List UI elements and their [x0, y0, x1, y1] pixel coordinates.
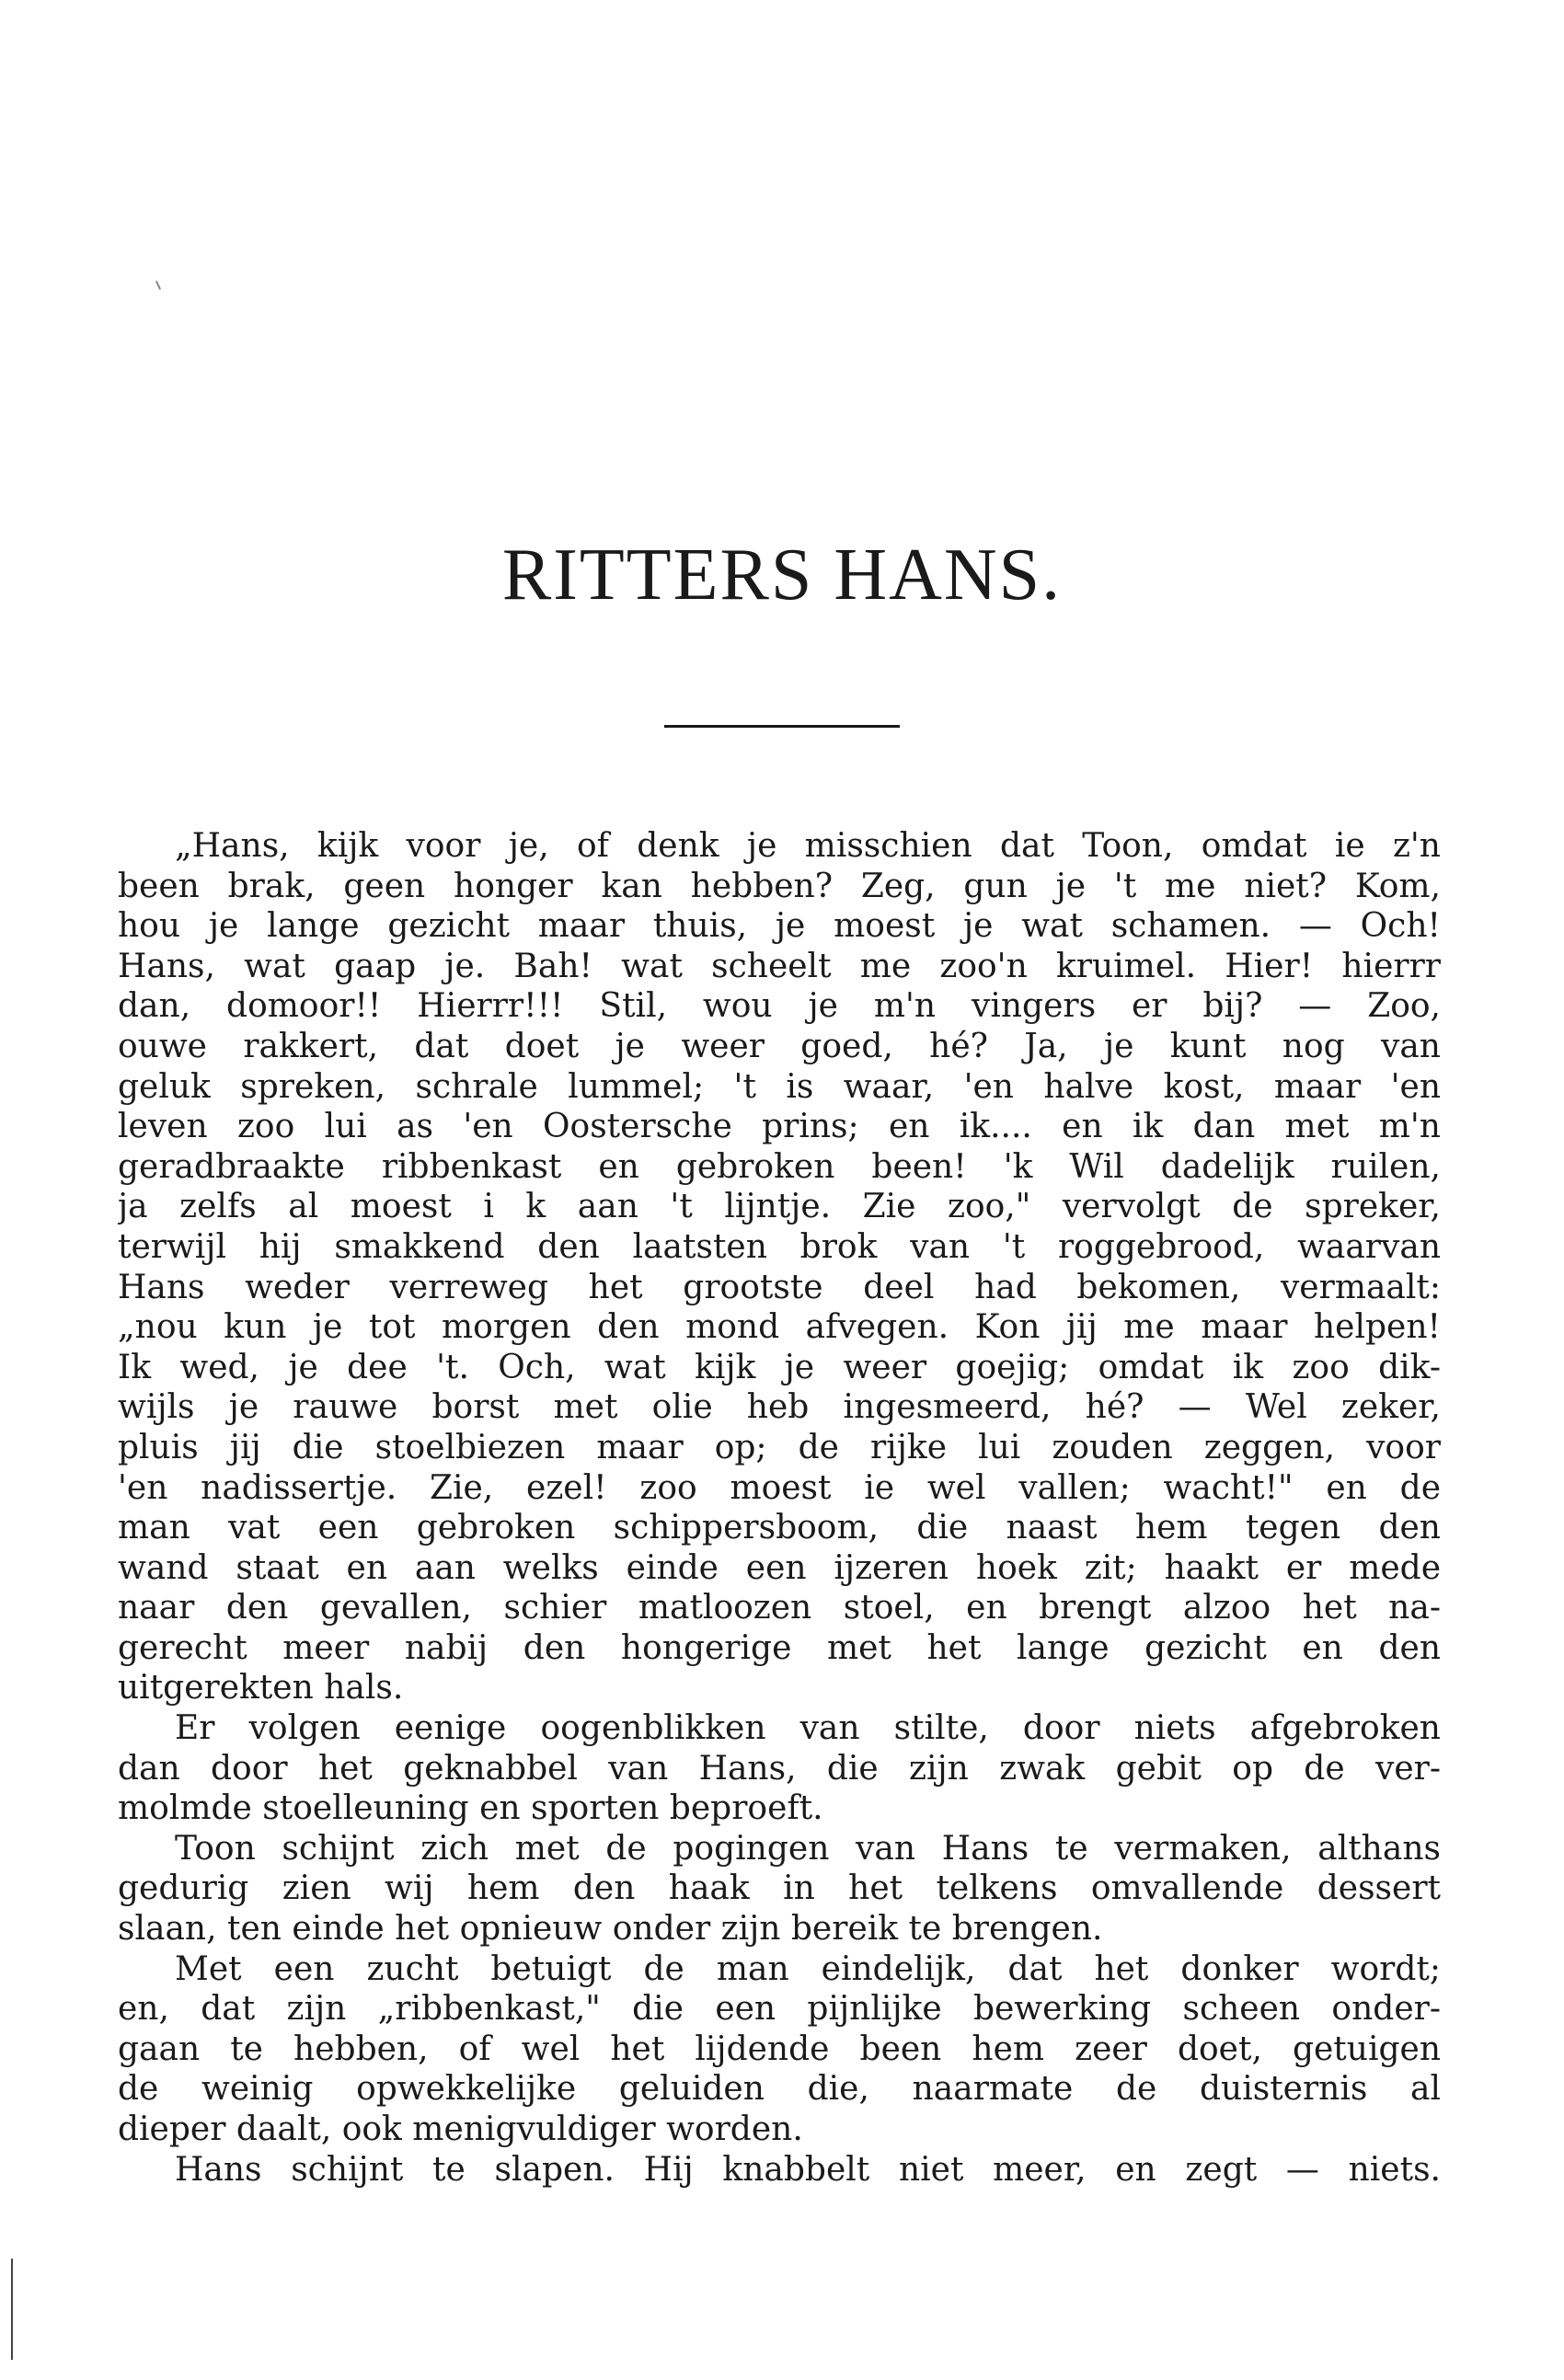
text-line: 'en nadissertje. Zie, ezel! zoo moest ie wel vallen; wacht!" en de [118, 1468, 1441, 1507]
text-line: Er volgen eenige oogenblikken van stilte, door niets afgebroken [175, 1709, 1441, 1748]
text-line: wijls je rauwe borst met olie heb ingesmeerd, hé? — Wel zeker, [118, 1388, 1441, 1427]
text-line: „nou kun je tot morgen den mond afvegen. Kon jij me maar helpen! [118, 1308, 1441, 1347]
text-line: man vat een gebroken schippersboom, die naast hem tegen den [118, 1509, 1441, 1547]
text-line: ja zelfs al moest i k aan 't lijntje. Zie zoo," vervolgt de spreker, [118, 1188, 1441, 1226]
text-line: dieper daalt, ook menigvuldiger worden. [118, 2110, 803, 2148]
text-line: ouwe rakkert, dat doet je weer goed, hé? Ja, je kunt nog van [118, 1027, 1441, 1065]
text-line: Ik wed, je dee 't. Och, wat kijk je weer goejig; omdat ik zoo dik- [118, 1348, 1441, 1386]
body-text [118, 826, 1441, 2190]
text-line: dan door het geknabbel van Hans, die zijn zwak gebit op de ver- [118, 1749, 1441, 1788]
text-line: en, dat zijn „ribbenkast," die een pijnlijke bewerking scheen onder- [118, 1990, 1441, 2029]
text-line: leven zoo lui as 'en Oostersche prins; en ik.... en ik dan met m'n [118, 1108, 1441, 1146]
text-line: Hans weder verreweg het grootste deel had bekomen, vermaalt: [118, 1268, 1441, 1306]
text-line: terwijl hij smakkend den laatsten brok van 't roggebrood, waarvan [118, 1227, 1441, 1266]
text-line: geradbraakte ribbenkast en gebroken been! 'k Wil dadelijk ruilen, [118, 1147, 1441, 1186]
chapter-title: RITTERS HANS. [501, 535, 1063, 615]
text-line: dan, domoor!! Hierrr!!! Stil, wou je m'n vingers er bij? — Zoo, [118, 987, 1441, 1026]
text-line: hou je lange gezicht maar thuis, je moest je wat schamen. — Och! [118, 907, 1441, 946]
text-line: slaan, ten einde het opnieuw onder zijn bereik te brengen. [118, 1910, 1103, 1949]
title-rule [664, 725, 900, 728]
text-line: uitgerekten hals. [118, 1669, 404, 1707]
stray-print-mark [155, 281, 161, 290]
page-edge-mark [11, 2259, 13, 2360]
text-line: molmde stoelleuning en sporten beproeft. [118, 1789, 823, 1828]
text-line: Hans schijnt te slapen. Hij knabbelt niet meer, en zegt — niets. [175, 2150, 1441, 2189]
text-line: gerecht meer nabij den hongerige met het lange gezicht en den [118, 1628, 1441, 1667]
text-line: geluk spreken, schrale lummel; 't is waar, 'en halve kost, maar 'en [118, 1067, 1441, 1106]
text-line: de weinig opwekkelijke geluiden die, naarmate de duisternis al [118, 2070, 1441, 2109]
text-line: gedurig zien wij hem den haak in het telkens omvallende dessert [118, 1869, 1441, 1908]
text-line: naar den gevallen, schier matloozen stoel, en brengt alzoo het na- [118, 1589, 1441, 1627]
text-line: Toon schijnt zich met de pogingen van Hans te vermaken, althans [175, 1829, 1441, 1868]
text-line: been brak, geen honger kan hebben? Zeg, gun je 't me niet? Kom, [118, 867, 1441, 905]
text-line: Hans, wat gaap je. Bah! wat scheelt me zoo'n kruimel. Hier! hierrr [118, 947, 1441, 985]
text-line: pluis jij die stoelbiezen maar op; de rijke lui zouden zeggen, voor [118, 1428, 1441, 1466]
text-line: gaan te hebben, of wel het lijdende been hem zeer doet, getuigen [118, 2029, 1441, 2068]
text-line: „Hans, kijk voor je, of denk je misschien dat Toon, omdat ie z'n [175, 827, 1441, 865]
text-line: wand staat en aan welks einde een ijzeren hoek zit; haakt er mede [118, 1548, 1441, 1587]
text-line: Met een zucht betuigt de man eindelijk, dat het donker wordt; [175, 1949, 1441, 1988]
